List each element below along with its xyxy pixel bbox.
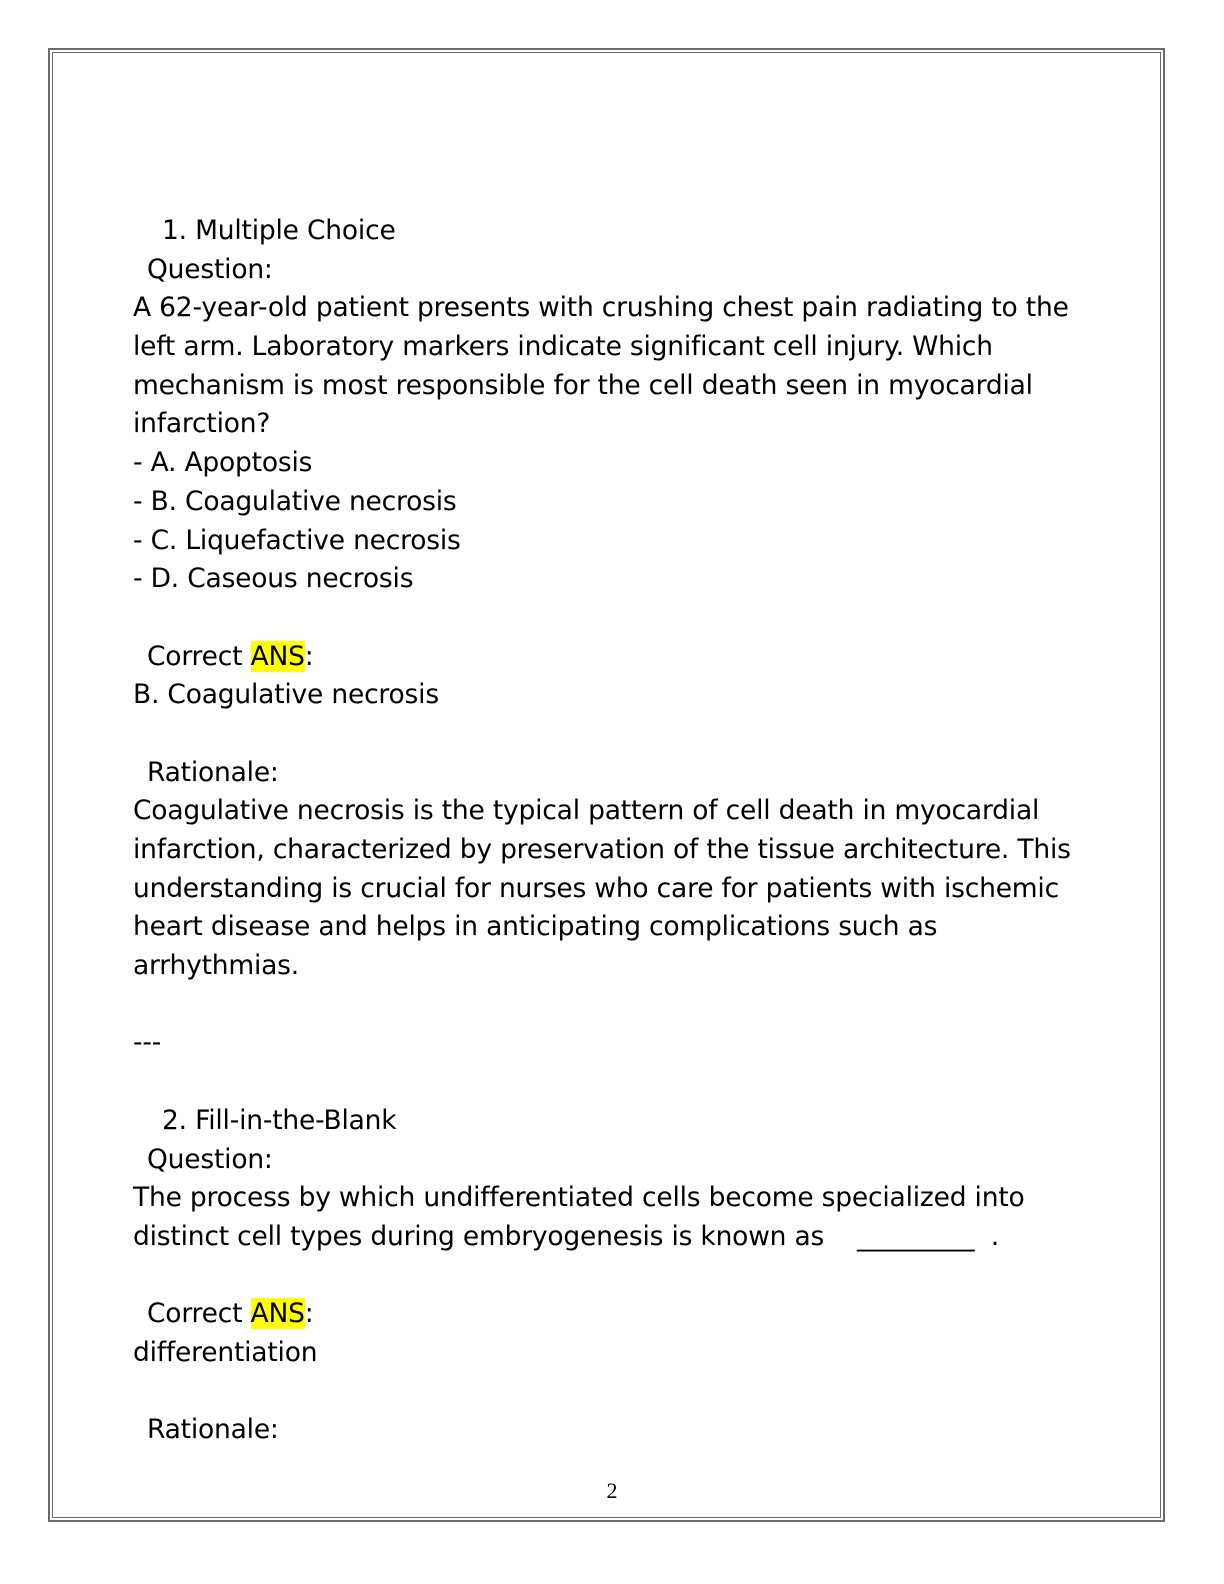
correct-prefix: Correct [147, 640, 251, 672]
q2-question-label: Question: [147, 1143, 273, 1175]
q1-heading: 1. Multiple Choice [162, 215, 396, 246]
q1-question-line: infarction? [133, 408, 271, 440]
correct-prefix: Correct [147, 1298, 251, 1330]
spacer [133, 599, 1093, 638]
page-number: 2 [606, 1478, 618, 1503]
q2-rationale-label: Rationale: [147, 1414, 279, 1446]
spacer [133, 715, 1093, 754]
q1-question-label: Question: [147, 253, 273, 285]
section-separator: --- [133, 1027, 162, 1059]
q1-correct-answer-label [133, 638, 1093, 677]
q1-option-b: - B. Coagulative necrosis [133, 485, 457, 517]
ans-highlight: ANS [250, 1298, 305, 1330]
document-content [133, 212, 1093, 1450]
q1-option-c: - C. Liquefactive necrosis [133, 524, 461, 556]
q1-option-a: - A. Apoptosis [133, 447, 313, 479]
q2-correct-answer-label [133, 1295, 1093, 1334]
ans-highlight: ANS [250, 640, 305, 672]
spacer [133, 986, 1093, 1025]
spacer [133, 1063, 1093, 1102]
q1-rationale-line: infarction, characterized by preservation of the tissue architecture. This [133, 834, 1071, 865]
correct-suffix: : [304, 1298, 314, 1330]
q1-rationale-line: understanding is crucial for nurses who care for patients with ischemic [133, 872, 1059, 904]
q1-option-d: - D. Caseous necrosis [133, 563, 414, 595]
q2-question-line: distinct cell types during embryogenesis is known as _________ . [133, 1220, 1000, 1252]
q1-question-line: left arm. Laboratory markers indicate significant cell injury. Which [133, 331, 993, 363]
q1-rationale-line: arrhythmias. [133, 950, 300, 982]
q2-question-line: The process by which undifferentiated cells become specialized into [133, 1182, 1025, 1214]
q1-rationale-line: Coagulative necrosis is the typical pattern of cell death in myocardial [133, 795, 1040, 827]
q1-answer: B. Coagulative necrosis [133, 679, 439, 711]
q1-rationale-line: heart disease and helps in anticipating complications such as [133, 911, 938, 943]
q1-question-line: mechanism is most responsible for the cell death seen in myocardial [133, 369, 1033, 401]
correct-suffix: : [304, 640, 314, 672]
q2-answer: differentiation [133, 1336, 318, 1368]
q1-rationale-label: Rationale: [147, 756, 279, 788]
q2-heading: 2. Fill-in-the-Blank [162, 1104, 397, 1136]
spacer [133, 1373, 1093, 1412]
q1-question-line: A 62-year-old patient presents with crushing chest pain radiating to the [133, 292, 1069, 324]
spacer [133, 1257, 1093, 1296]
